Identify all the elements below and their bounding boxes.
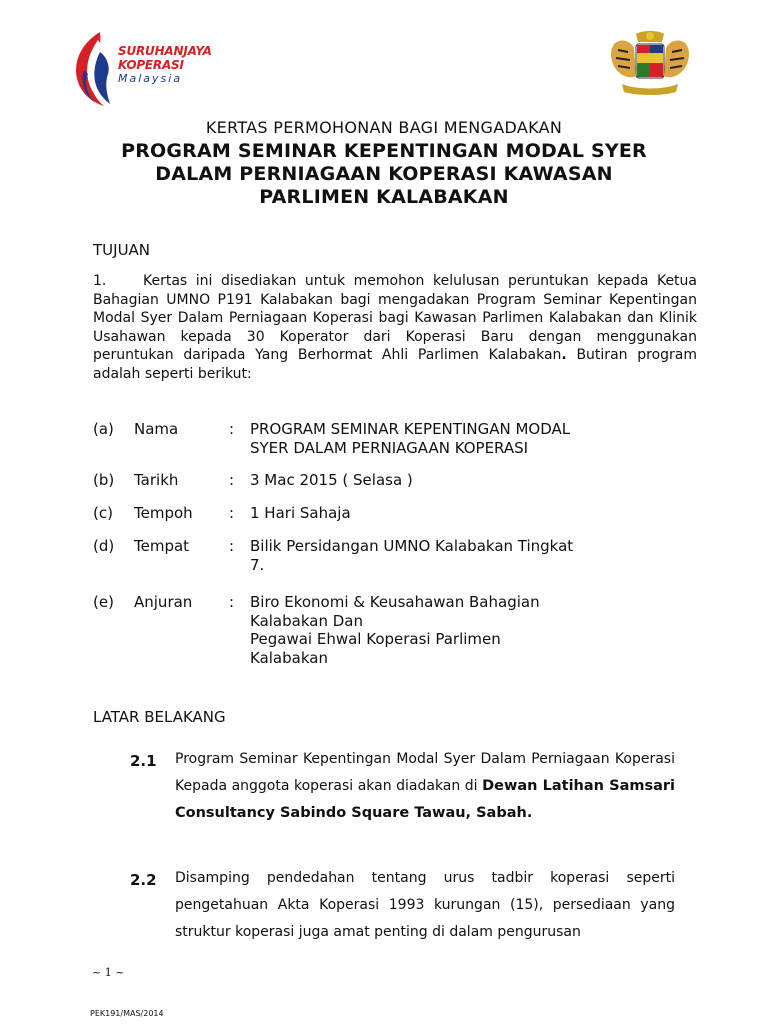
detail-value: 3 Mac 2015 ( Selasa ) (250, 471, 413, 489)
paragraph-1-bold-dot: . (561, 347, 567, 363)
detail-label: Nama (134, 420, 179, 438)
paragraph-2-1 (175, 746, 675, 827)
document-reference: PEK191/MAS/2014 (90, 1009, 164, 1018)
paragraph-number-2-1: 2.1 (130, 752, 157, 770)
detail-row-tempat (93, 537, 693, 577)
title-line-1: PROGRAM SEMINAR KEPENTINGAN MODAL SYER (121, 140, 647, 162)
detail-colon: : (229, 420, 235, 438)
detail-colon: : (229, 593, 235, 611)
detail-colon: : (229, 471, 235, 489)
paragraph-number-2-2: 2.2 (130, 871, 157, 889)
section-heading-latar-belakang: LATAR BELAKANG (93, 708, 226, 726)
detail-value: PROGRAM SEMINAR KEPENTINGAN MODAL SYER DALAM PERNIAGAAN KOPERASI (250, 420, 571, 457)
detail-row-tarikh (93, 471, 693, 491)
detail-value: 1 Hari Sahaja (250, 504, 351, 522)
paragraph-2-1-venue: Dewan Latihan Samsari Consultancy Sabindo Square Tawau, Sabah. (175, 778, 675, 821)
detail-key: (e) (93, 593, 114, 611)
detail-key: (d) (93, 537, 115, 555)
detail-label: Tempoh (134, 504, 193, 522)
detail-key: (a) (93, 420, 114, 438)
detail-row-tempoh (93, 504, 693, 524)
paragraph-1-text-a: Kertas ini disediakan untuk memohon kelulusan peruntukan kepada Ketua Bahagian UMNO P191 Kalabakan bagi mengadakan Program Seminar Kepentingan Modal Syer Dalam Perniagaan Koperasi bagi Kawasan Parlimen Kalabakan dan Klinik Usahawan kepada 30 Koperator dari Koperasi Baru dengan menggunakan peruntukan daripada Yang Berhormat Ahli Parlimen Kalabakan (93, 273, 697, 363)
skm-logo (70, 30, 220, 110)
title-line-3: PARLIMEN KALABAKAN (259, 186, 509, 208)
title-line-2: DALAM PERNIAGAAN KOPERASI KAWASAN (155, 163, 613, 185)
detail-colon: : (229, 537, 235, 555)
flame-icon (70, 30, 114, 110)
detail-label: Anjuran (134, 593, 193, 611)
detail-row-nama (93, 420, 693, 460)
malaysia-crest-icon (606, 30, 694, 98)
paragraph-1 (93, 272, 697, 383)
paragraph-2-1-text: Program Seminar Kepentingan Modal Syer Dalam Perniagaan Koperasi Kepada anggota koperasi akan diadakan di (175, 751, 675, 794)
detail-label: Tempat (134, 537, 190, 555)
section-heading-tujuan: TUJUAN (93, 241, 151, 259)
logo-line-2: KOPERASI (118, 58, 184, 72)
detail-value: Bilik Persidangan UMNO Kalabakan Tingkat 7. (250, 537, 574, 574)
detail-label: Tarikh (134, 471, 179, 489)
document-subtitle: KERTAS PERMOHONAN BAGI MENGADAKAN (205, 118, 563, 137)
detail-value: Biro Ekonomi & Keusahawan Bahagian Kalabakan Dan Pegawai Ehwal Koperasi Parlimen Kalabakan (250, 593, 540, 667)
document-title (0, 140, 768, 209)
paragraph-1-text-b: Butiran program adalah seperti berikut: (93, 347, 697, 382)
paragraph-number: 1. (93, 273, 107, 289)
detail-colon: : (229, 504, 235, 522)
paragraph-2-2: Disamping pendedahan tentang urus tadbir koperasi seperti pengetahuan Akta Koperasi 1993 kurungan (15), persediaan yang struktur koperasi juga amat penting di dalam pengurusan (175, 870, 675, 940)
detail-key: (c) (93, 504, 113, 522)
logo-line-1: SURUHANJAYA (118, 44, 212, 58)
detail-row-anjuran (93, 593, 693, 673)
page-number: ~ 1 ~ (92, 966, 125, 979)
detail-key: (b) (93, 471, 115, 489)
logo-line-3: Malaysia (118, 72, 183, 85)
